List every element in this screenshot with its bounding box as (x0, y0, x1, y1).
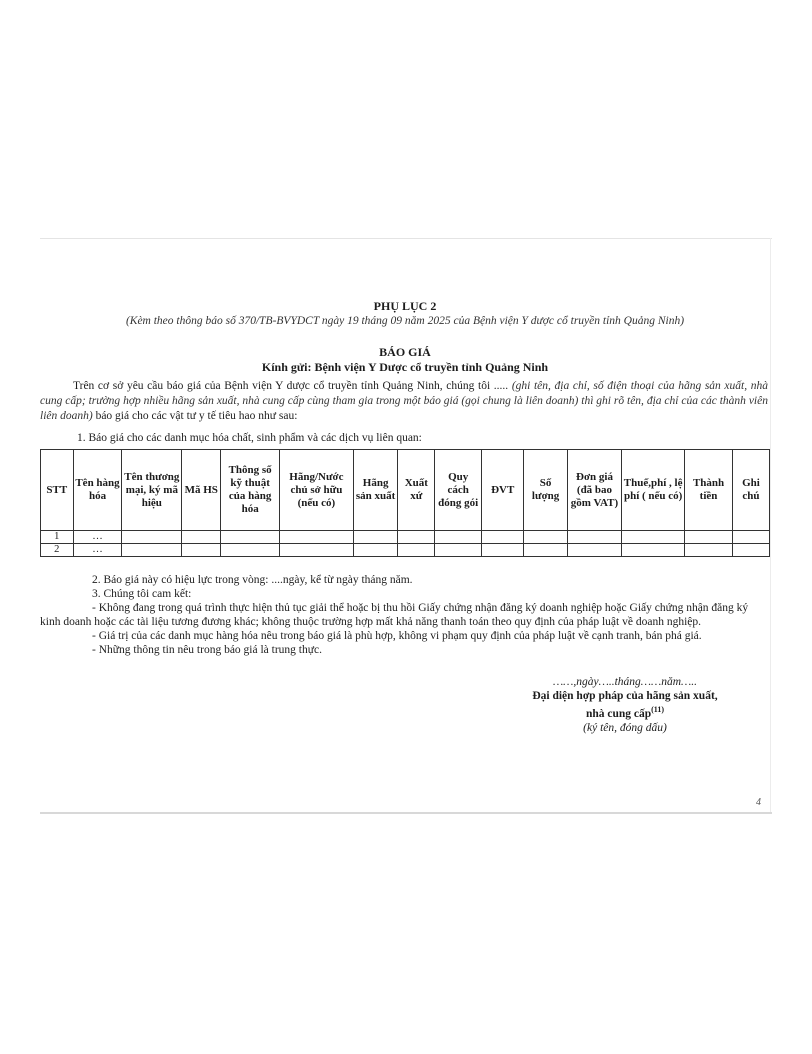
intro-paragraph (40, 379, 768, 424)
cell-stt: 2 (41, 544, 74, 557)
signature-date-line: ……,ngày…..tháng……năm….. (552, 676, 698, 688)
intro-text-c: báo giá cho các vật tư y tế tiêu hao như sau: (92, 410, 298, 422)
representative-title-line1: Đại diện hợp pháp của hãng sản xuất, (532, 690, 718, 702)
col-header-don-gia: Đơn giá (đã bao gồm VAT) (567, 450, 621, 531)
col-header-quy-cach: Quy cách đóng gói (435, 450, 482, 531)
col-header-so-luong: Số lượng (524, 450, 567, 531)
representative-title-text: nhà cung cấp (585, 707, 652, 720)
col-header-ma-hs: Mã HS (182, 450, 221, 531)
cell-ten-hang-hoa: … (73, 544, 122, 557)
addressee-line: Kính gửi: Bệnh viện Y Dược cổ truyền tỉnh Quảng Ninh (261, 360, 549, 374)
page-edge-top (40, 238, 772, 239)
intro-text-b: (ghi tên, địa chỉ, số điện thoại của hãng sản xuất, nhà cung cấp; trường hợp nhiều hãng sản xuất, nhà cung cấp cùng tham gia trong một báo giá (gọi chung là liên doanh) thì ghi rõ tên, địa chỉ của các thành viên liên doanh) (40, 380, 768, 422)
col-header-thue-phi: Thuế,phí , lệ phí ( nếu có) (622, 450, 685, 531)
cell-ten-hang-hoa: … (73, 531, 122, 544)
page-edge-right (770, 238, 771, 813)
section-1-heading: 1. Báo giá cho các danh mục hóa chất, sinh phẩm và các dịch vụ liên quan: (77, 432, 422, 444)
commitments-block (40, 573, 768, 657)
commitment-item-3: - Những thông tin nêu trong báo giá là trung thực. (92, 644, 322, 656)
col-header-hang-san-xuat: Hãng sản xuất (353, 450, 398, 531)
quote-table (40, 449, 770, 557)
table-row (41, 544, 770, 557)
col-header-hang-nuoc: Hãng/Nước chủ sở hữu (nếu có) (279, 450, 353, 531)
table-row (41, 531, 770, 544)
col-header-ghi-chu: Ghi chú (732, 450, 769, 531)
col-header-thong-so: Thông số kỹ thuật của hàng hóa (221, 450, 280, 531)
document-title: BÁO GIÁ (379, 345, 431, 359)
cell-stt: 1 (41, 531, 74, 544)
commitments-heading: 3. Chúng tôi cam kết: (92, 588, 192, 600)
appendix-heading: PHỤ LỤC 2 (373, 299, 437, 313)
signature-note: (ký tên, đóng dấu) (583, 721, 667, 734)
commitment-item-2: - Giá trị của các danh mục hàng hóa nêu trong báo giá là phù hợp, không vi phạm quy định của pháp luật về cạnh tranh, bán phá giá. (92, 630, 702, 642)
representative-title-line2 (500, 703, 750, 721)
commitment-item-1: - Không đang trong quá trình thực hiện thủ tục giải thể hoặc bị thu hồi Giấy chứng nhận đăng ký doanh nghiệp hoặc Giấy chứng nhận đăng ký kinh doanh hoặc các tài liệu tương đương khác; không thuộc trường hợp mất khả năng thanh toán theo quy định của pháp luật về doanh nghiệp. (40, 602, 749, 628)
col-header-ten-hang-hoa: Tên hàng hóa (73, 450, 122, 531)
page-mark: 4 (756, 797, 761, 808)
col-header-xuat-xu: Xuất xứ (398, 450, 435, 531)
footnote-ref: (11) (651, 705, 665, 714)
intro-text-a: Trên cơ sở yêu cầu báo giá của Bệnh viện Y dược cổ truyền tỉnh Quảng Ninh, chúng tôi ..... (73, 380, 512, 392)
signature-block (500, 675, 750, 735)
col-header-dvt: ĐVT (482, 450, 524, 531)
col-header-thanh-tien: Thành tiền (685, 450, 733, 531)
page-edge-bottom (40, 812, 772, 814)
col-header-ten-thuong-mai: Tên thương mại, ký mã hiệu (122, 450, 182, 531)
reference-line: (Kèm theo thông báo số 370/TB-BVYDCT ngày 19 tháng 09 năm 2025 của Bệnh viện Y dược cổ truyền tỉnh Quảng Ninh) (125, 315, 685, 327)
col-header-stt: STT (41, 450, 74, 531)
validity-line: 2. Báo giá này có hiệu lực trong vòng: ....ngày, kể từ ngày tháng năm. (92, 574, 413, 586)
table-header-row (41, 450, 770, 531)
